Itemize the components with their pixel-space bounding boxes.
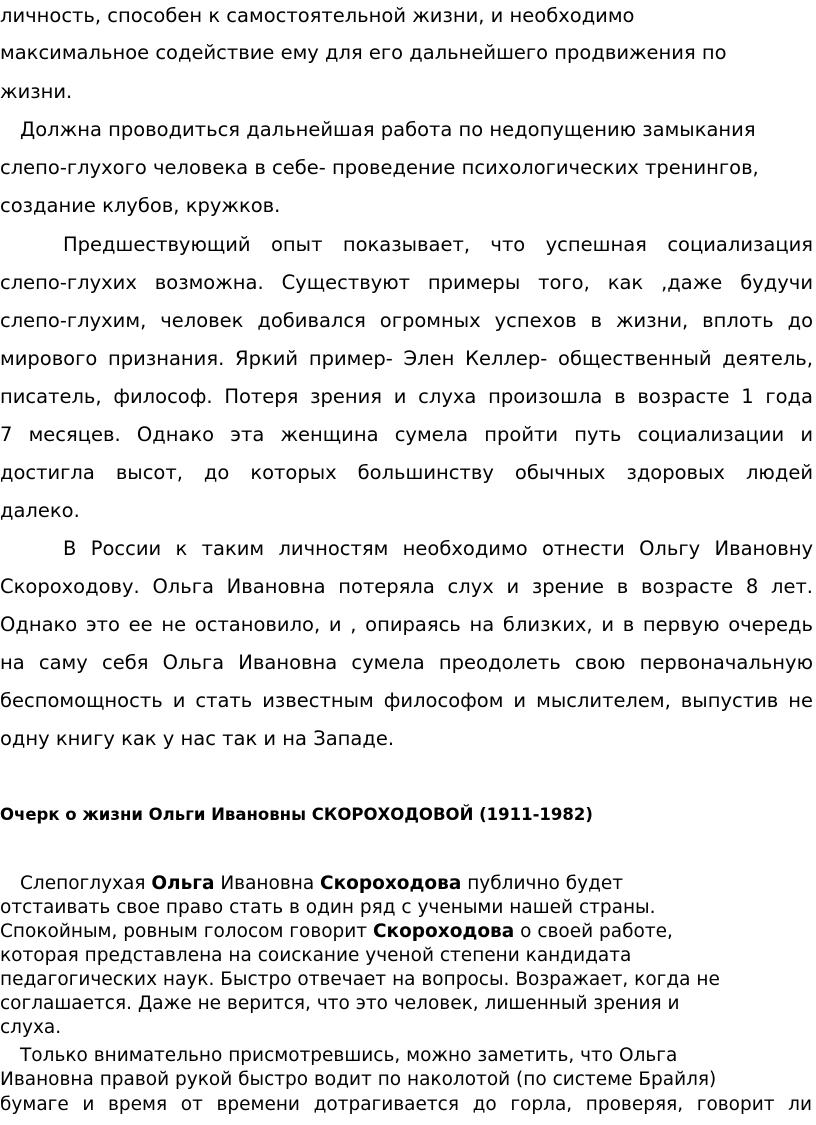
text-line: на саму себя Ольга Ивановна сумела преодолеть свою первоначальную xyxy=(0,651,813,674)
text-line: одну книгу как у нас так и на Западе. xyxy=(0,727,395,750)
text-run: о своей работе, xyxy=(514,921,673,942)
text-run: публично будет xyxy=(461,873,624,894)
text-line xyxy=(0,920,816,944)
text-line: личность, способен к самостоятельной жизни, и необходимо xyxy=(0,4,635,27)
text-line: писатель, философ. Потеря зрения и слуха произошла в возрасте 1 года xyxy=(0,385,813,408)
text-line: бумаге и время от времени дотрагивается до горла, проверяя, говорит ли xyxy=(0,1094,812,1115)
text-run: Ивановна xyxy=(214,873,321,894)
text-line: слепо-глухих возможна. Существуют примеры того, как ,даже будучи xyxy=(0,271,813,294)
text-line: максимальное содействие ему для его дальнейшего продвижения по xyxy=(0,41,727,64)
text-line: слуха. xyxy=(0,1017,62,1038)
text-line: мирового признания. Яркий пример- Элен Келлер- общественный деятель, xyxy=(0,347,813,370)
text-line: Скороходову. Ольга Ивановна потеряла слух и зрение в возрасте 8 лет. xyxy=(0,575,813,598)
text-line: Ивановна правой рукой быстро водит по наколотой (по системе Брайля) xyxy=(0,1069,717,1090)
text-line: Должна проводиться дальнейшая работа по недопущению замыкания xyxy=(20,118,756,141)
text-line: достигла высот, до которых большинству обычных здоровых людей xyxy=(0,461,813,484)
text-line: жизни. xyxy=(0,80,73,103)
text-line: В России к таким личностям необходимо отнести Ольгу Ивановну xyxy=(63,537,813,560)
text-line: беспомощность и стать известным философом и мыслителем, выпустив не xyxy=(0,689,813,712)
text-run: Спокойным, ровным голосом говорит xyxy=(0,921,373,942)
bold-name: Скороходова xyxy=(372,921,515,942)
text-line: далеко. xyxy=(0,499,80,522)
text-line: Только внимательно присмотревшись, можно заметить, что Ольга xyxy=(20,1045,678,1066)
text-run: Слепоглухая xyxy=(20,873,152,894)
text-line: Однако это ее не остановило, и , опираясь на близких, и в первую очередь xyxy=(0,613,813,636)
text-line: отстаивать свое право стать в один ряд с учеными нашей страны. xyxy=(0,897,656,918)
text-line: Предшествующий опыт показывает, что успешная социализация xyxy=(63,233,813,256)
text-line: 7 месяцев. Однако эта женщина сумела пройти путь социализации и xyxy=(0,423,813,446)
text-line: слепо-глухого человека в себе- проведение психологических тренингов, xyxy=(0,156,759,179)
section-heading: Очерк о жизни Ольги Ивановны СКОРОХОДОВОЙ (1911-1982) xyxy=(0,805,593,824)
bold-name: Ольга xyxy=(151,873,215,894)
text-line: педагогических наук. Быстро отвечает на вопросы. Возражает, когда не xyxy=(0,969,720,990)
text-line: соглашается. Даже не верится, что это человек, лишенный зрения и xyxy=(0,993,680,1014)
text-line: которая представлена на соискание ученой степени кандидата xyxy=(0,945,632,966)
bold-name: Скороходова xyxy=(320,873,462,894)
text-line: слепо-глухим, человек добивался огромных успехов в жизни, вплоть до xyxy=(0,309,813,332)
text-line: создание клубов, кружков. xyxy=(0,194,281,217)
text-line xyxy=(20,872,816,896)
